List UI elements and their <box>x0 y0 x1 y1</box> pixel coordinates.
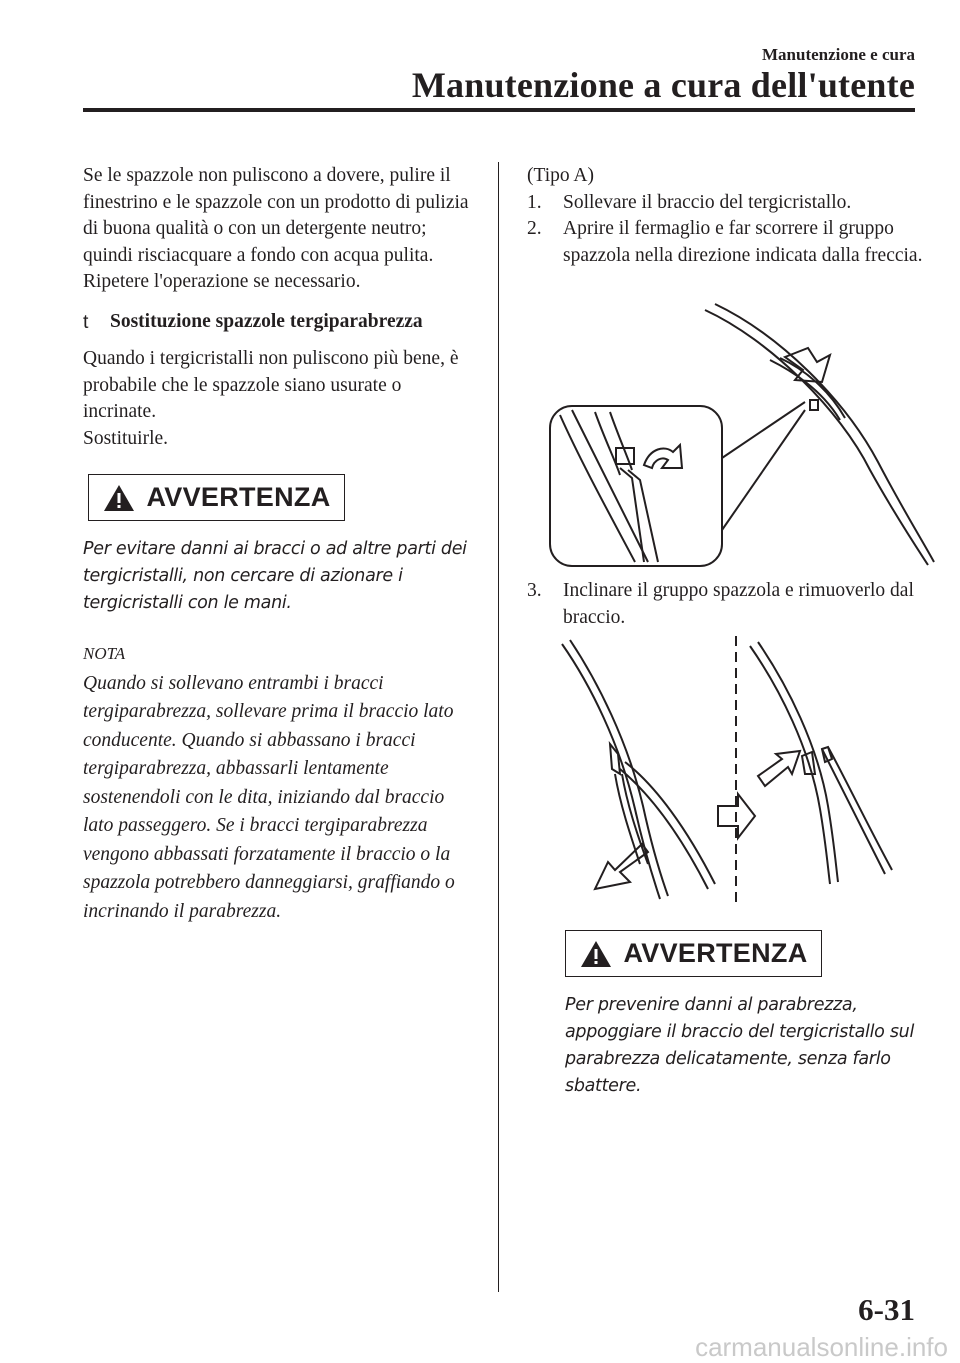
header-section: Manutenzione e cura <box>762 45 915 64</box>
note-title: NOTA <box>83 644 126 663</box>
step-number: 2. <box>527 218 542 239</box>
step-text: Aprire il fermaglio e far scorrere il gruppo spazzola nella direzione indicata dalla freccia. <box>563 218 923 266</box>
step-1 <box>527 190 927 217</box>
left-column <box>83 163 478 926</box>
warning-box-right <box>565 930 822 977</box>
step-number: 1. <box>527 191 542 213</box>
warning-label: AVVERTENZA <box>146 482 331 513</box>
page-title: Manutenzione a cura dell'utente <box>411 65 915 105</box>
step-text: Sollevare il braccio del tergicristallo. <box>563 191 852 213</box>
column-divider <box>498 162 499 1292</box>
footer-watermark: carmanualsonline.info <box>695 1332 948 1362</box>
warning-triangle-icon <box>102 483 136 513</box>
subheading-text: Sostituzione spazzole tergiparabrezza <box>110 310 423 332</box>
intro-paragraph: Se le spazzole non puliscono a dovere, pulire il finestrino e le spazzole con un prodotto di pulizia di buona qualità o con un detergente neutro; quindi risciacquare a fondo con acqua pulita. Ripetere l'operazione se necessario. <box>83 165 469 292</box>
step-2 <box>527 216 927 269</box>
warning-box <box>88 474 345 521</box>
warning-text: Per evitare danni ai bracci o ad altre parti dei tergicristalli, non cercare di azionare i tergicristalli con le mani. <box>83 539 467 613</box>
note-text: Quando si sollevano entrambi i bracci tergiparabrezza, sollevare prima il braccio lato conducente. Quando si abbassano i bracci tergiparabrezza, abbassarli lentamente sostenendoli con le dita, iniziando dal braccio lato passeggero. Se i bracci tergiparabrezza vengono abbassati forzatamente il braccio o la spazzola potrebbero danneggiarsi, graffiando o incrinando il parabrezza. <box>83 672 455 922</box>
warning-triangle-icon <box>579 939 613 969</box>
warning-text-right: Per prevenire danni al parabrezza, appoggiare il braccio del tergicristallo sul parabrezza delicatamente, senza farlo sbattere. <box>565 995 915 1096</box>
wiper-clip-illustration <box>540 300 940 575</box>
replace-instruction: Sostituirle. <box>83 427 169 449</box>
right-column <box>527 163 927 269</box>
step-number: 3. <box>527 580 542 601</box>
step-3-item <box>527 578 927 631</box>
header-rule <box>83 108 915 112</box>
replace-paragraph: Quando i tergicristalli non puliscono più bene, è probabile che le spazzole siano usurate o incrinate. <box>83 348 459 422</box>
type-label: (Tipo A) <box>527 165 595 186</box>
wiper-removal-illustration <box>560 634 900 909</box>
step-text: Inclinare il gruppo spazzola e rimuoverlo dal braccio. <box>563 580 914 628</box>
warning-label: AVVERTENZA <box>623 938 808 968</box>
step-3 <box>527 578 927 631</box>
page-number: 6-31 <box>858 1292 915 1327</box>
subheading-bullet: t <box>83 310 89 333</box>
subheading <box>83 309 478 336</box>
